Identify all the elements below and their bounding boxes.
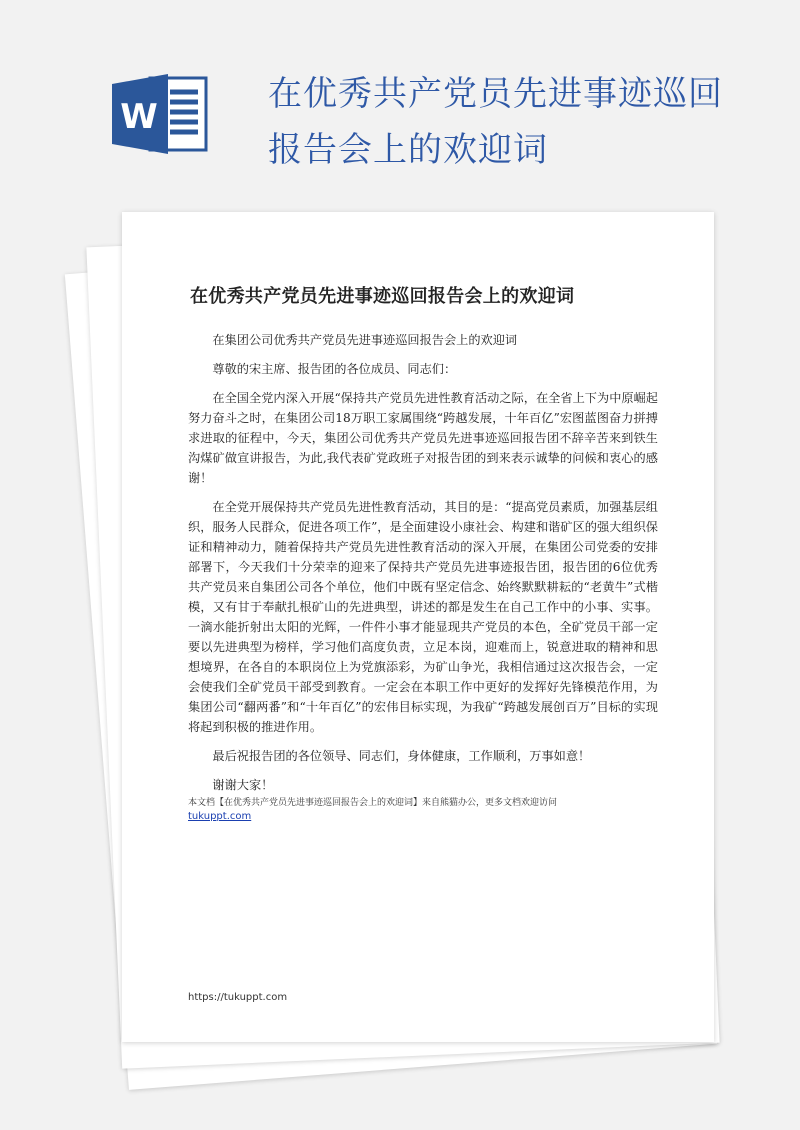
document-paragraph: 谢谢大家！ (212, 778, 274, 792)
word-icon-letter: W (120, 97, 158, 137)
document-paragraph: 在集团公司优秀共产党员先进事迹巡回报告会上的欢迎词 (212, 333, 518, 347)
word-document-icon (108, 72, 216, 156)
source-note-text: 本文档【在优秀共产党员先进事迹巡回报告会上的欢迎词】来自熊猫办公，更多文档欢迎访问 (188, 798, 558, 808)
document-page (122, 212, 714, 1042)
document-body (188, 330, 658, 804)
page-footer-url[interactable]: https://tukuppt.com (188, 992, 288, 1003)
source-link[interactable]: tukuppt.com (188, 811, 252, 822)
document-paragraph: 在全国全党内深入开展“保持共产党员先进性教育活动之际，在全省上下为中原崛起努力奋斗之时，在集团公司18万职工家属围绕“跨越发展，十年百亿”宏图蓝图奋力拼搏求进取的征程中，今天，集团公司优秀共产党员先进事迹巡回报告团不辞辛苦来到铁生沟煤矿做宣讲报告，为此,我代表矿党政班子对报告团的到来表示诚挚的问候和衷心的感谢！ (188, 391, 658, 485)
document-paragraph: 在全党开展保持共产党员先进性教育活动，其目的是：“提高党员素质，加强基层组织，服务人民群众，促进各项工作”，是全面建设小康社会、构建和谐矿区的强大组织保证和精神动力，随着保持共产党员先进性教育活动的深入开展，在集团公司党委的安排部署下，今天我们十分荣幸的迎来了保持共产党员先进事迹报告团，报告团的6位优秀共产党员来自集团公司各个单位，他们中既有坚定信念、始终默默耕耘的“老黄牛”式楷模，又有甘于奉献扎根矿山的先进典型，讲述的都是发生在自己工作中的小事、实事。一滴水能折射出太阳的光辉，一件件小事才能显现共产党员的本色，全矿党员干部一定要以先进典型为榜样，学习他们高度负责，立足本岗，迎难而上，锐意进取的精神和思想境界，在各自的本职岗位上为党旗添彩，为矿山争光，我相信通过这次报告会，一定会使我们全矿党员干部受到教育。一定会在本职工作中更好的发挥好先锋模范作用，为集团公司“翻两番”和“十年百亿”的宏伟目标实现，为我矿“跨越发展创百万”目标的实现将起到积极的推进作用。 (188, 500, 658, 734)
document-heading: 在优秀共产党员先进事迹巡回报告会上的欢迎词 (190, 286, 575, 307)
document-paragraph: 最后祝报告团的各位领导、同志们，身体健康，工作顺利，万事如意！ (212, 749, 591, 763)
document-paragraph: 尊敬的宋主席、报告团的各位成员、同志们： (212, 362, 457, 376)
page-title-line2: 报告会上的欢迎词 (268, 130, 548, 170)
page-title (268, 66, 768, 178)
page-title-line1: 在优秀共产党员先进事迹巡回 (268, 74, 723, 114)
source-note (188, 797, 658, 824)
